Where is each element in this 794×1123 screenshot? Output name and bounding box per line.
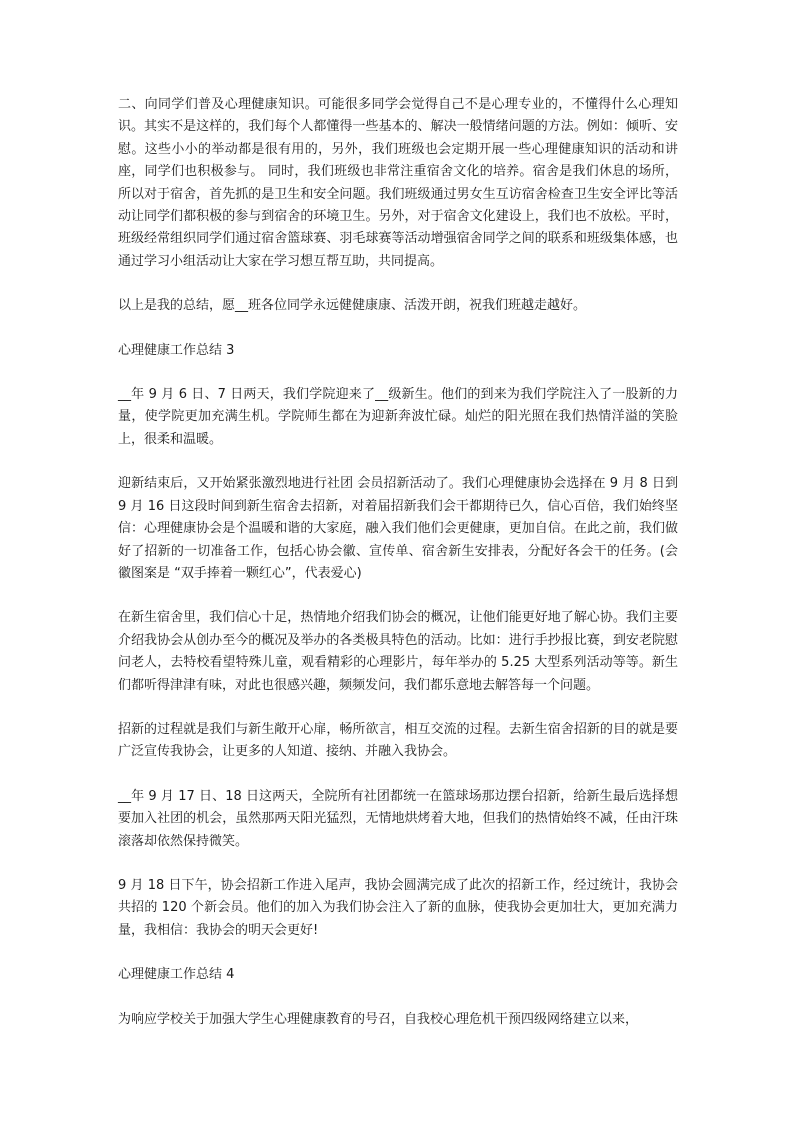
- section-heading-summary-4: 心理健康工作总结 4: [118, 967, 235, 983]
- paragraph-dorm-visits: 在新生宿舍里，我们信心十足，热情地介绍我们协会的概况，让他们能更好地了解心协。我们主要介绍我协会从创办至今的概况及举办的各类极具特色的活动。比如：进行手抄报比赛，到安老院慰问老人，去特校看望特殊儿童，观看精彩的心理影片，每年举办的 5.25 大型系列活动等等。新生们都听得津津有味，对此也很感兴趣，频频发问，我们都乐意地去解答每一个问题。: [118, 610, 678, 693]
- paragraph-club-fair: __年 9 月 17 日、18 日这两天，全院所有社团都统一在篮球场那边摆台招新，给新生最后选择想要加入社团的机会，虽然那两天阳光猛烈，无情地烘烤着大地，但我们的热情始终不减，任由汗珠滚落却依然保持微笑。: [118, 788, 678, 849]
- paragraph-recruitment-process: 招新的过程就是我们与新生敞开心扉，畅所欲言，相互交流的过程。去新生宿舍招新的目的就是要广泛宣传我协会，让更多的人知道、接纳、并融入我协会。: [118, 721, 678, 760]
- paragraph-summary-4-intro: 为响应学校关于加强大学生心理健康教育的号召，自我校心理危机干预四级网络建立以来，: [118, 1011, 639, 1027]
- paragraph-closing-wish: 以上是我的总结，愿__班各位同学永远健健康康、活泼开朗，祝我们班越走越好。: [118, 298, 587, 314]
- section-heading-summary-3: 心理健康工作总结 3: [118, 342, 235, 358]
- paragraph-popularize-knowledge: 二、向同学们普及心理健康知识。可能很多同学会觉得自己不是心理专业的，不懂得什么心理知识。其实不是这样的，我们每个人都懂得一些基本的、解决一般情绪问题的方法。例如：倾听、安慰。这些小小的举动都是很有用的，另外，我们班级也会定期开展一些心理健康知识的活动和讲座，同学们也积极参与。 同时，我们班级也非常注重宿舍文化的培养。宿舍是我们休息的场所，所以对于宿舍，首先抓的是卫生和安全问题。我们班级通过男女生互访宿舍检查卫生安全评比等活动让同学们都积极的参与到宿舍的环境卫生。另外，对于宿舍文化建设上，我们也不放松。平时，班级经常组织同学们通过宿舍篮球赛、羽毛球赛等活动增强宿舍同学之间的联系和班级集体感，也通过学习小组活动让大家在学习想互帮互助，共同提高。: [118, 97, 678, 269]
- document-page: [118, 94, 678, 1053]
- paragraph-recruitment-start: 迎新结束后，又开始紧张激烈地进行社团 会员招新活动了。我们心理健康协会选择在 9 月 8 日到 9 月 16 日这段时间到新生宿舍去招新，对着届招新我们会干都期待已久，信心百倍，我们始终坚信：心理健康协会是个温暖和谐的大家庭，融入我们他们会更健康，更加自信。在此之前，我们做好了招新的一切准备工作，包括心协会徽、宣传单、宿舍新生安排表，分配好各会干的任务。(会徽图案是 “双手捧着一颗红心”，代表爱心): [118, 476, 678, 581]
- paragraph-recruitment-result: 9 月 18 日下午，协会招新工作进入尾声，我协会圆满完成了此次的招新工作，经过统计，我协会共招的 120 个新会员。他们的加入为我们协会注入了新的血脉，使我协会更加壮大，更加充满力量，我相信：我协会的明天会更好!: [118, 877, 678, 938]
- paragraph-welcome-freshmen: __年 9 月 6 日、7 日两天，我们学院迎来了__级新生。他们的到来为我们学院注入了一股新的力量，使学院更加充满生机。学院师生都在为迎新奔波忙碌。灿烂的阳光照在我们热情洋溢的笑脸上，很柔和温暖。: [118, 387, 678, 447]
